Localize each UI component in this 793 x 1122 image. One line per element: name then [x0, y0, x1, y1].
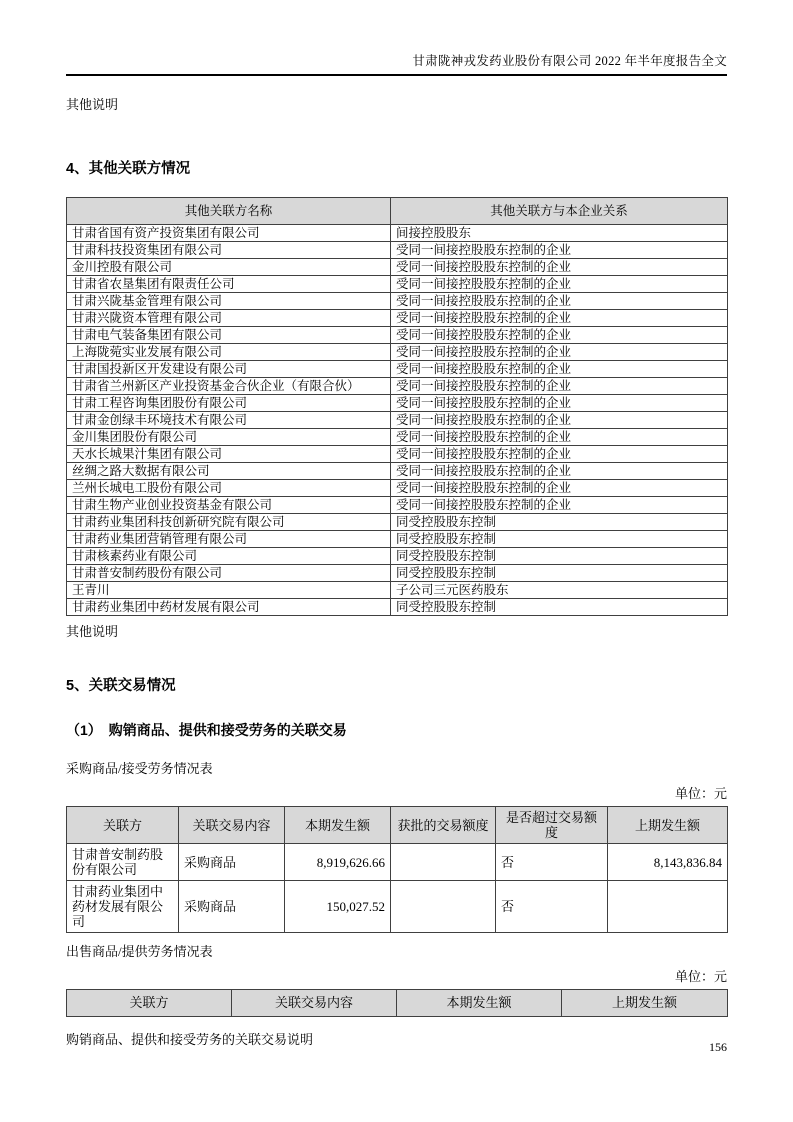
- table-row: [67, 463, 728, 480]
- table-row: [67, 599, 728, 616]
- party-name-cell: 甘肃省国有资产投资集团有限公司: [67, 225, 391, 242]
- table-row: [67, 412, 728, 429]
- sale-goods-table: [66, 989, 728, 1017]
- table-row: [67, 293, 728, 310]
- relation-cell: 受同一间接控股股东控制的企业: [391, 378, 728, 395]
- party-name-cell: 甘肃工程咨询集团股份有限公司: [67, 395, 391, 412]
- column-header: 是否超过交易额度: [496, 807, 608, 844]
- party-name-cell: 甘肃科技投资集团有限公司: [67, 242, 391, 259]
- table-row: [67, 242, 728, 259]
- sale-table-caption: 出售商品/提供劳务情况表: [66, 944, 213, 959]
- current-amount-cell: 8,919,626.66: [285, 844, 391, 881]
- content-cell: 采购商品: [179, 881, 285, 933]
- other-note-bottom: 其他说明: [66, 624, 119, 639]
- column-header: 上期发生额: [562, 990, 728, 1017]
- party-name-cell: 甘肃金创绿丰环境技术有限公司: [67, 412, 391, 429]
- party-name-cell: 甘肃药业集团中药材发展有限公司: [67, 599, 391, 616]
- relation-cell: 受同一间接控股股东控制的企业: [391, 497, 728, 514]
- party-name-cell: 甘肃兴陇资本管理有限公司: [67, 310, 391, 327]
- table-row: [67, 378, 728, 395]
- column-header: 其他关联方名称: [67, 198, 391, 225]
- party-name-cell: 甘肃核素药业有限公司: [67, 548, 391, 565]
- column-header: 关联方: [67, 807, 179, 844]
- exceed-limit-cell: 否: [496, 881, 608, 933]
- relation-cell: 受同一间接控股股东控制的企业: [391, 276, 728, 293]
- purchase-table-caption: 采购商品/接受劳务情况表: [66, 761, 213, 776]
- relation-cell: 同受控股股东控制: [391, 531, 728, 548]
- section5-title: 5、关联交易情况: [66, 678, 176, 694]
- party-name-cell: 甘肃国投新区开发建设有限公司: [67, 361, 391, 378]
- party-name-cell: 甘肃省农垦集团有限责任公司: [67, 276, 391, 293]
- party-name-cell: 甘肃药业集团营销管理有限公司: [67, 531, 391, 548]
- table-row: [67, 480, 728, 497]
- table-row: [67, 497, 728, 514]
- relation-cell: 子公司三元医药股东: [391, 582, 728, 599]
- column-header: 上期发生额: [608, 807, 728, 844]
- sale-unit-label: 单位：元: [674, 969, 727, 984]
- relation-cell: 受同一间接控股股东控制的企业: [391, 429, 728, 446]
- relation-cell: 受同一间接控股股东控制的企业: [391, 412, 728, 429]
- related-parties-table: [66, 197, 728, 616]
- column-header: 其他关联方与本企业关系: [391, 198, 728, 225]
- table-row: [67, 344, 728, 361]
- approved-limit-cell: [391, 844, 496, 881]
- relation-cell: 受同一间接控股股东控制的企业: [391, 344, 728, 361]
- column-header: 关联方: [67, 990, 232, 1017]
- party-name-cell: 兰州长城电工股份有限公司: [67, 480, 391, 497]
- column-header: 本期发生额: [285, 807, 391, 844]
- party-name-cell: 甘肃电气装备集团有限公司: [67, 327, 391, 344]
- table-row: [67, 565, 728, 582]
- document-title: 甘肃陇神戎发药业股份有限公司 2022 年半年度报告全文: [412, 54, 727, 68]
- table-row: [67, 310, 728, 327]
- party-name-cell: 天水长城果汁集团有限公司: [67, 446, 391, 463]
- relation-cell: 受同一间接控股股东控制的企业: [391, 293, 728, 310]
- other-note-top: 其他说明: [66, 97, 119, 112]
- table-row: [67, 446, 728, 463]
- table-row: [67, 514, 728, 531]
- purchase-unit-label: 单位：元: [674, 786, 727, 801]
- relation-cell: 受同一间接控股股东控制的企业: [391, 327, 728, 344]
- relation-cell: 受同一间接控股股东控制的企业: [391, 446, 728, 463]
- relation-cell: 受同一间接控股股东控制的企业: [391, 259, 728, 276]
- table-row: [67, 327, 728, 344]
- table-header-row: [67, 198, 728, 225]
- table-row: [67, 361, 728, 378]
- party-name-cell: 金川控股有限公司: [67, 259, 391, 276]
- relation-cell: 受同一间接控股股东控制的企业: [391, 395, 728, 412]
- table-row: [67, 259, 728, 276]
- table-row: [67, 844, 728, 881]
- relation-cell: 受同一间接控股股东控制的企业: [391, 310, 728, 327]
- transaction-explain-note: 购销商品、提供和接受劳务的关联交易说明: [66, 1032, 314, 1047]
- content-cell: 采购商品: [179, 844, 285, 881]
- party-name-cell: 上海陇菀实业发展有限公司: [67, 344, 391, 361]
- column-header: 关联交易内容: [179, 807, 285, 844]
- table-row: [67, 531, 728, 548]
- party-name-cell: 甘肃药业集团科技创新研究院有限公司: [67, 514, 391, 531]
- party-name-cell: 丝绸之路大数据有限公司: [67, 463, 391, 480]
- column-header: 获批的交易额度: [391, 807, 496, 844]
- document-header: [66, 0, 727, 76]
- header-rule: [66, 74, 727, 76]
- party-name-cell: 甘肃兴陇基金管理有限公司: [67, 293, 391, 310]
- exceed-limit-cell: 否: [496, 844, 608, 881]
- relation-cell: 受同一间接控股股东控制的企业: [391, 242, 728, 259]
- relation-cell: 受同一间接控股股东控制的企业: [391, 361, 728, 378]
- column-header: 关联交易内容: [232, 990, 397, 1017]
- relation-cell: 同受控股股东控制: [391, 514, 728, 531]
- party-name-cell: 甘肃省兰州新区产业投资基金合伙企业（有限合伙）: [67, 378, 391, 395]
- current-amount-cell: 150,027.52: [285, 881, 391, 933]
- approved-limit-cell: [391, 881, 496, 933]
- prior-amount-cell: 8,143,836.84: [608, 844, 728, 881]
- table-row: [67, 225, 728, 242]
- relation-cell: 受同一间接控股股东控制的企业: [391, 463, 728, 480]
- relation-cell: 受同一间接控股股东控制的企业: [391, 480, 728, 497]
- table-row: [67, 395, 728, 412]
- table-header-row: [67, 807, 728, 844]
- table-row: [67, 548, 728, 565]
- table-header-row: [67, 990, 728, 1017]
- table-row: [67, 582, 728, 599]
- party-name-cell: 甘肃生物产业创业投资基金有限公司: [67, 497, 391, 514]
- relation-cell: 同受控股股东控制: [391, 565, 728, 582]
- section5-sub1-title: （1） 购销商品、提供和接受劳务的关联交易: [66, 722, 347, 738]
- relation-cell: 同受控股股东控制: [391, 548, 728, 565]
- table-row: [67, 276, 728, 293]
- party-cell: 甘肃药业集团中药材发展有限公司: [67, 881, 179, 933]
- relation-cell: 同受控股股东控制: [391, 599, 728, 616]
- column-header: 本期发生额: [397, 990, 562, 1017]
- party-name-cell: 金川集团股份有限公司: [67, 429, 391, 446]
- purchase-goods-table: [66, 806, 728, 933]
- party-cell: 甘肃普安制药股份有限公司: [67, 844, 179, 881]
- table-row: [67, 429, 728, 446]
- relation-cell: 间接控股股东: [391, 225, 728, 242]
- section4-title: 4、其他关联方情况: [66, 161, 191, 177]
- party-name-cell: 甘肃普安制药股份有限公司: [67, 565, 391, 582]
- prior-amount-cell: [608, 881, 728, 933]
- party-name-cell: 王青川: [67, 582, 391, 599]
- page-number: 156: [709, 1040, 727, 1054]
- table-row: [67, 881, 728, 933]
